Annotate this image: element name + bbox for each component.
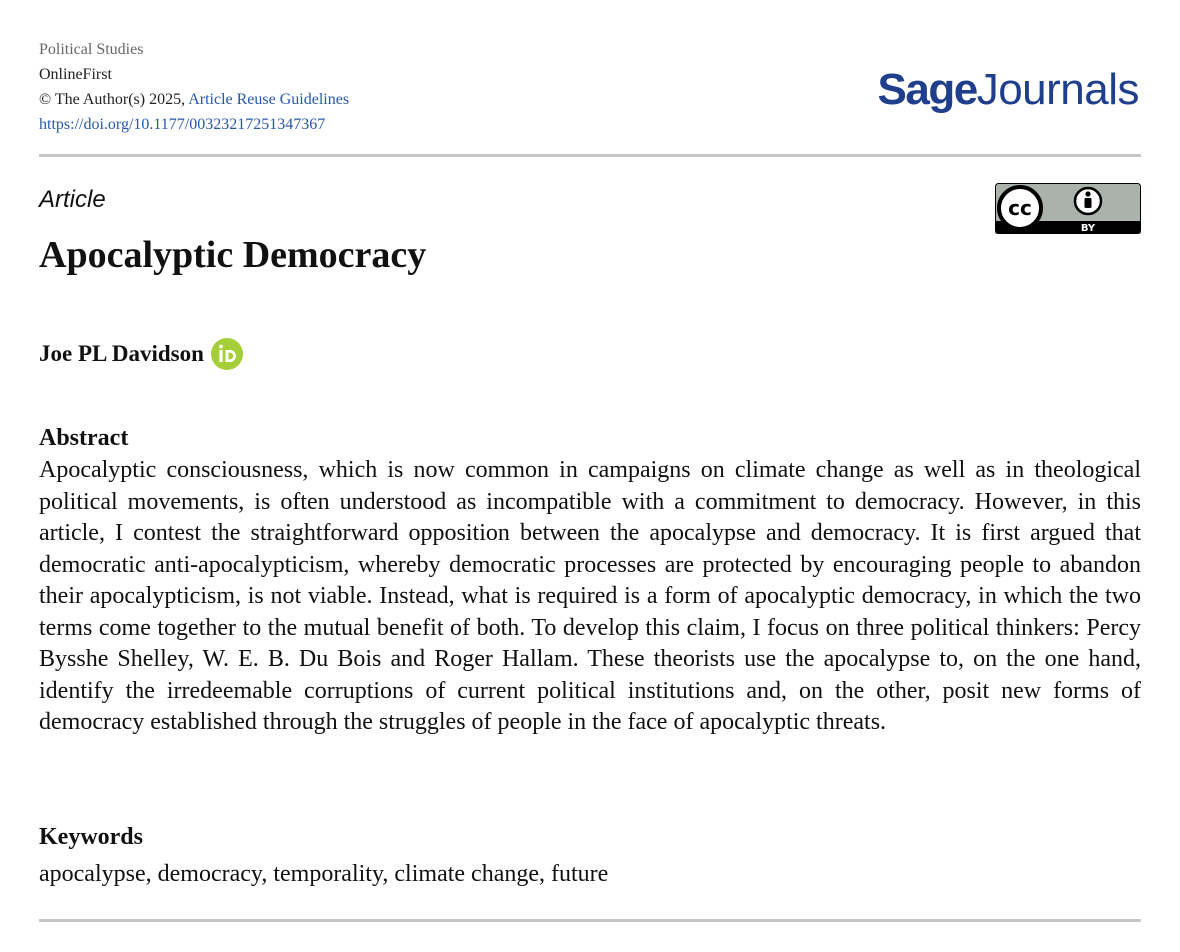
keywords-heading: Keywords: [39, 824, 143, 850]
sage-journals-logo[interactable]: [878, 65, 1139, 115]
reuse-guidelines-link[interactable]: Article Reuse Guidelines: [188, 91, 350, 108]
svg-text:cc: cc: [1008, 196, 1032, 220]
cc-by-label: BY: [1080, 223, 1096, 234]
author-line: [39, 338, 243, 370]
edition-label: OnlineFirst: [39, 66, 112, 83]
header-divider: [39, 154, 1141, 157]
orcid-icon[interactable]: [211, 338, 243, 370]
footer-divider: [39, 919, 1141, 922]
article-type-label: Article: [39, 186, 106, 213]
cc-by-icon[interactable]: [995, 183, 1141, 234]
article-title: Apocalyptic Democracy: [39, 234, 427, 276]
logo-journals: Journals: [976, 65, 1139, 114]
abstract-heading: Abstract: [39, 425, 129, 451]
author-name[interactable]: Joe PL Davidson: [39, 341, 204, 366]
logo-sage: Sage: [877, 65, 977, 114]
doi-link[interactable]: https://doi.org/10.1177/00323217251347367: [39, 116, 326, 133]
abstract-text: Apocalyptic consciousness, which is now common in campaigns on climate change as well as in theological political movements, is often understood as incompatible with a commitment to democracy. However, in this article, I contest the straightforward opposition between the apocalypse and democracy. It is first argued that democratic anti-apocalypticism, whereby democratic processes are protected by encouraging people to abandon their apocalypticism, is not viable. Instead, what is required is a form of apocalyptic democracy, in which the two terms come together to the mutual benefit of both. To develop this claim, I focus on three political thinkers: Percy Bysshe Shelley, W. E. B. Du Bois and Roger Hallam. These theorists use the apocalypse to, on the one hand, identify the irredeemable corruptions of current political institutions and, on the other, posit new forms of democracy established through the struggles of people in the face of apocalyptic threats.: [39, 457, 1141, 735]
keywords-list: apocalypse, democracy, temporality, climate change, future: [39, 861, 609, 887]
article-header: [39, 37, 1141, 155]
journal-name: Political Studies: [39, 41, 144, 58]
copyright-text: © The Author(s) 2025,: [39, 91, 186, 108]
